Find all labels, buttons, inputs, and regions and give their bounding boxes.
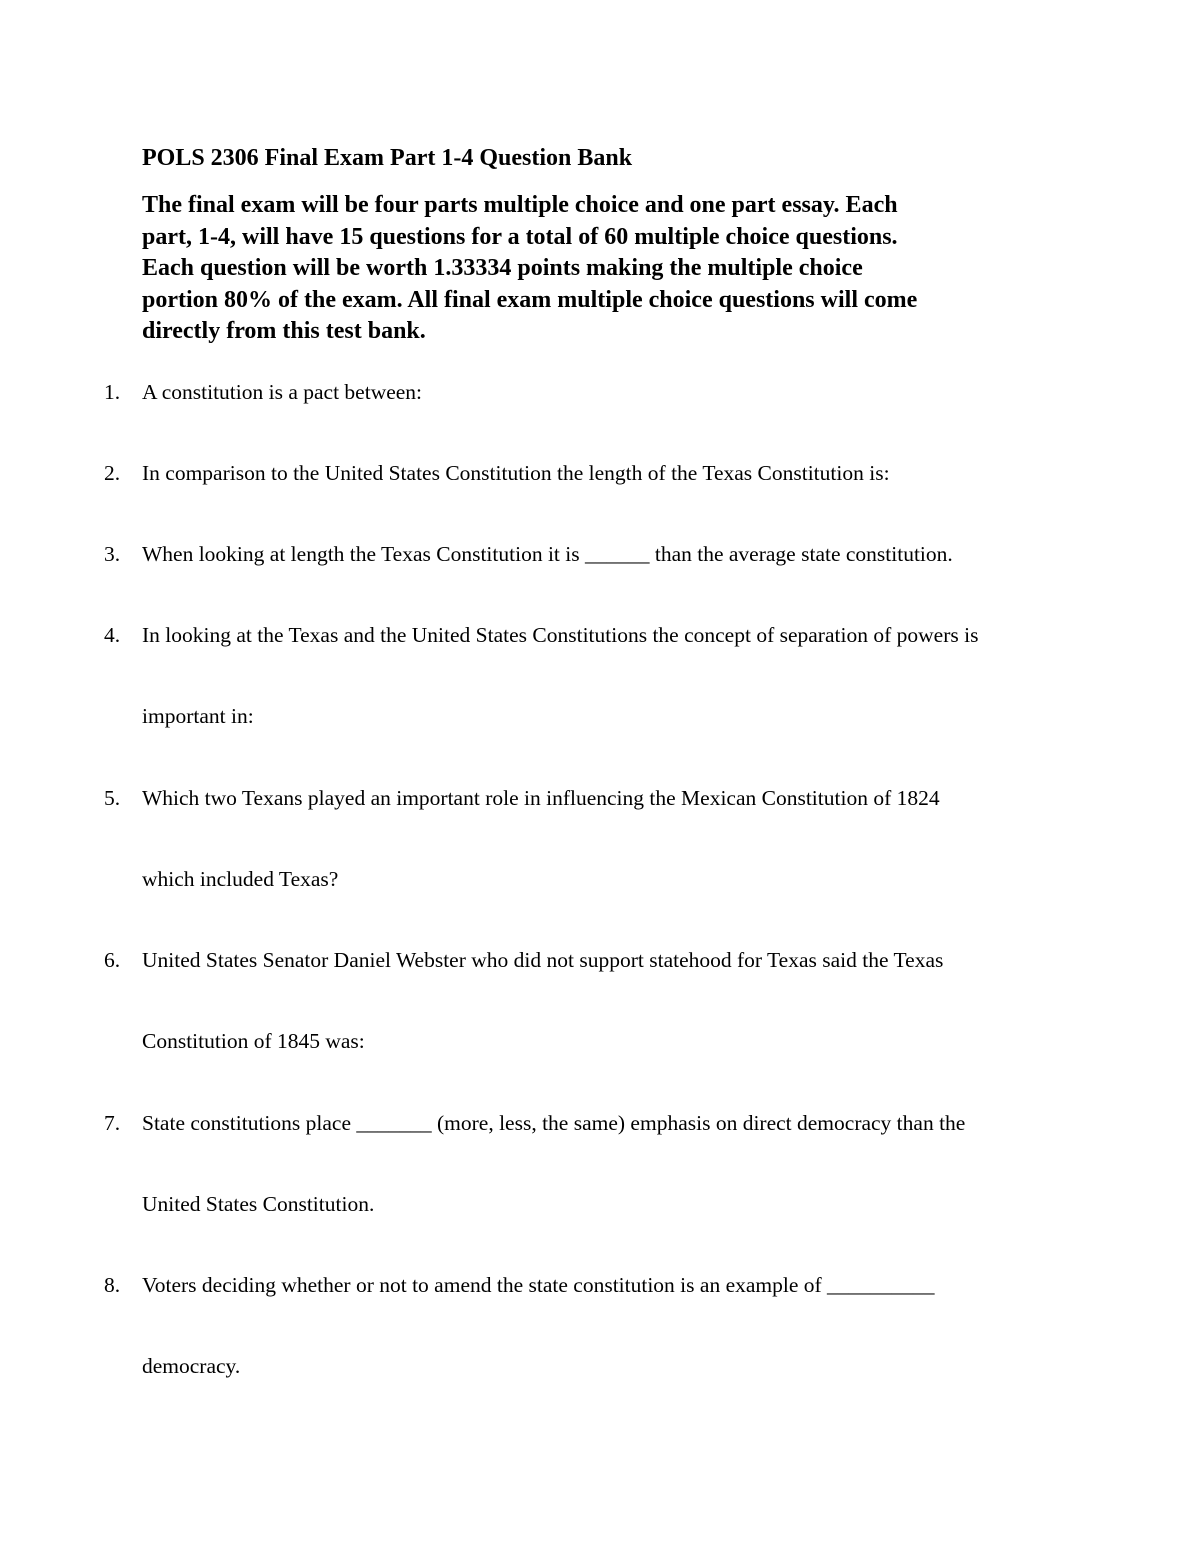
question-text-continued: democracy. (142, 1354, 241, 1378)
question-number: 5. (104, 786, 121, 810)
question-text-continued: which included Texas? (142, 867, 339, 891)
question-text-continued: important in: (142, 704, 254, 728)
question-number: 2. (104, 461, 121, 485)
document-title: POLS 2306 Final Exam Part 1-4 Question Bank (142, 145, 633, 171)
question-number: 1. (104, 380, 121, 404)
intro-paragraph (142, 190, 1062, 348)
intro-line: Each question will be worth 1.33334 points making the multiple choice (142, 255, 863, 281)
question-text: In looking at the Texas and the United States Constitutions the concept of separation of powers is (142, 623, 979, 647)
question-text-continued: Constitution of 1845 was: (142, 1029, 365, 1053)
intro-line: part, 1-4, will have 15 questions for a total of 60 multiple choice questions. (142, 223, 898, 250)
question-text: Voters deciding whether or not to amend the state constitution is an example of __________ (142, 1273, 935, 1297)
question-text: A constitution is a pact between: (142, 380, 423, 404)
question-number: 8. (104, 1273, 121, 1297)
question-number: 7. (104, 1111, 121, 1135)
question-number: 3. (104, 542, 121, 566)
question-text-continued: United States Constitution. (142, 1192, 375, 1216)
intro-line: The final exam will be four parts multiple choice and one part essay. Each (142, 192, 898, 218)
question-text: State constitutions place _______ (more, less, the same) emphasis on direct democracy than the (142, 1111, 966, 1135)
question-text: When looking at length the Texas Constitution it is ______ than the average state constitution. (142, 542, 953, 566)
question-text: United States Senator Daniel Webster who did not support statehood for Texas said the Texas (142, 948, 944, 972)
intro-line: directly from this test bank. (142, 318, 426, 344)
question-number: 6. (104, 948, 121, 972)
question-number: 4. (104, 623, 121, 647)
intro-line: portion 80% of the exam. All final exam multiple choice questions will come (142, 286, 918, 313)
question-text: In comparison to the United States Constitution the length of the Texas Constitution is: (142, 461, 890, 485)
question-text: Which two Texans played an important role in influencing the Mexican Constitution of 1824 (142, 786, 940, 810)
